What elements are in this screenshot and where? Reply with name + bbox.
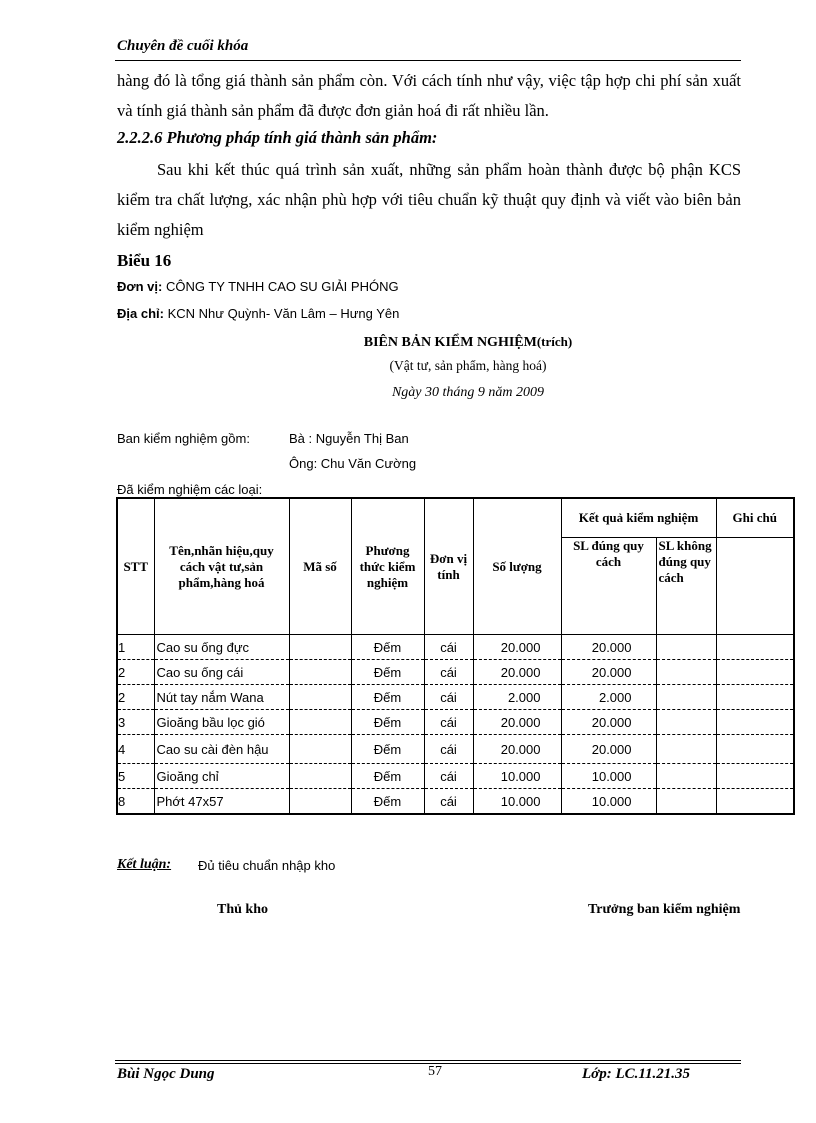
row-not-ok <box>656 789 716 815</box>
address-label: Địa chỉ: <box>117 306 164 321</box>
signature-storekeeper: Thủ kho <box>217 902 268 917</box>
footer-rule-1 <box>115 1060 741 1061</box>
board-member-1: Bà : Nguyễn Thị Ban <box>289 431 409 446</box>
row-code <box>289 660 351 685</box>
row-not-ok <box>656 735 716 764</box>
form-number: Biểu 16 <box>117 251 172 270</box>
row-ok: 20.000 <box>561 635 656 660</box>
row-unit: cái <box>424 635 473 660</box>
header-note: Ghi chú <box>716 498 794 538</box>
row-not-ok <box>656 710 716 735</box>
row-stt: 3 <box>117 710 154 735</box>
header-stt: STT <box>117 498 154 635</box>
row-method: Đếm <box>351 735 424 764</box>
header-code: Mã số <box>289 498 351 635</box>
unit-line <box>117 279 399 294</box>
row-code <box>289 685 351 710</box>
row-ok: 20.000 <box>561 735 656 764</box>
row-unit: cái <box>424 685 473 710</box>
row-code <box>289 735 351 764</box>
row-ok: 20.000 <box>561 710 656 735</box>
table-row <box>117 660 794 685</box>
row-code <box>289 764 351 789</box>
address-line <box>117 306 399 321</box>
row-code <box>289 635 351 660</box>
running-header: Chuyên đề cuối khóa <box>117 38 249 54</box>
form-date: Ngày 30 tháng 9 năm 2009 <box>391 385 545 400</box>
row-qty: 20.000 <box>473 710 561 735</box>
board-label: Ban kiểm nghiệm gồm: <box>117 431 250 446</box>
table-row <box>117 635 794 660</box>
row-name: Cao su ống đực <box>154 635 289 660</box>
row-name: Nút tay nắm Wana <box>154 685 289 710</box>
row-not-ok <box>656 764 716 789</box>
row-method: Đếm <box>351 635 424 660</box>
address-value: KCN Như Quỳnh- Văn Lâm – Hưng Yên <box>167 306 400 321</box>
row-method: Đếm <box>351 789 424 815</box>
row-unit: cái <box>424 710 473 735</box>
signature-board-head: Trưởng ban kiểm nghiệm <box>588 902 741 917</box>
row-qty: 10.000 <box>473 764 561 789</box>
form-subtitle: (Vật tư, sản phẩm, hàng hoá) <box>389 358 547 373</box>
row-note <box>716 685 794 710</box>
header-result: Kết quả kiểm nghiệm <box>561 498 716 538</box>
row-note <box>716 710 794 735</box>
row-code <box>289 789 351 815</box>
header-qty: Số lượng <box>473 498 561 635</box>
table-row <box>117 764 794 789</box>
inspection-table <box>116 497 795 815</box>
row-unit: cái <box>424 660 473 685</box>
row-not-ok <box>656 685 716 710</box>
row-note <box>716 789 794 815</box>
row-note <box>716 660 794 685</box>
header-note-sub <box>716 538 794 635</box>
row-qty: 20.000 <box>473 635 561 660</box>
unit-label: Đơn vị: <box>117 279 163 294</box>
row-method: Đếm <box>351 660 424 685</box>
conclusion-text: Đủ tiêu chuẩn nhập kho <box>198 858 336 873</box>
row-name: Gioăng chỉ <box>154 764 289 789</box>
row-code <box>289 710 351 735</box>
row-qty: 10.000 <box>473 789 561 815</box>
row-stt: 8 <box>117 789 154 815</box>
row-name: Cao su ống cái <box>154 660 289 685</box>
row-method: Đếm <box>351 710 424 735</box>
row-name: Phớt 47x57 <box>154 789 289 815</box>
intro-paragraph: hàng đó là tổng giá thành sản phẩm còn. Với cách tính như vậy, việc tập hợp chi phí sản xuất và tính giá thành sản phẩm đã được đơn giản hoá đi rất nhiều lần. <box>117 71 741 120</box>
unit-value: CÔNG TY TNHH CAO SU GIẢI PHÓNG <box>165 279 399 294</box>
row-ok: 10.000 <box>561 764 656 789</box>
row-note <box>716 764 794 789</box>
row-stt: 5 <box>117 764 154 789</box>
row-stt: 2 <box>117 660 154 685</box>
row-ok: 20.000 <box>561 660 656 685</box>
row-name: Cao su cài đèn hậu <box>154 735 289 764</box>
header-name: Tên,nhãn hiệu,quy cách vật tư,sản phẩm,hàng hoá <box>154 498 289 635</box>
row-stt: 4 <box>117 735 154 764</box>
row-qty: 20.000 <box>473 660 561 685</box>
row-ok: 10.000 <box>561 789 656 815</box>
row-name: Gioăng bầu lọc gió <box>154 710 289 735</box>
row-qty: 2.000 <box>473 685 561 710</box>
row-method: Đếm <box>351 685 424 710</box>
table-row <box>117 685 794 710</box>
row-note <box>716 635 794 660</box>
footer-author: Bùi Ngọc Dung <box>117 1066 215 1082</box>
row-qty: 20.000 <box>473 735 561 764</box>
row-note <box>716 735 794 764</box>
row-stt: 2 <box>117 685 154 710</box>
table-row <box>117 710 794 735</box>
row-stt: 1 <box>117 635 154 660</box>
footer-class: Lớp: LC.11.21.35 <box>582 1066 691 1082</box>
table-row <box>117 789 794 815</box>
row-not-ok <box>656 660 716 685</box>
header-ok: SL đúng quy cách <box>561 538 656 635</box>
row-method: Đếm <box>351 764 424 789</box>
board-member-2: Ông: Chu Văn Cường <box>289 456 417 471</box>
row-unit: cái <box>424 789 473 815</box>
conclusion-label: Kết luận: <box>117 857 172 872</box>
form-title: BIÊN BẢN KIỂM NGHIỆM(trích) <box>363 334 573 350</box>
header-unit: Đơn vị tính <box>424 498 473 635</box>
page-number: 57 <box>428 1064 442 1079</box>
header-not-ok: SL không đúng quy cách <box>656 538 716 635</box>
row-not-ok <box>656 635 716 660</box>
row-unit: cái <box>424 764 473 789</box>
table-row <box>117 735 794 764</box>
header-rule <box>115 60 741 61</box>
section-paragraph: Sau khi kết thúc quá trình sản xuất, những sản phẩm hoàn thành được bộ phận KCS kiểm tra chất lượng, xác nhận phù hợp với tiêu chuẩn kỹ thuật quy định và viết vào biên bản kiểm nghiệm <box>117 160 741 239</box>
section-heading: 2.2.2.6 Phương pháp tính giá thành sản phẩm: <box>117 128 438 147</box>
header-method: Phương thức kiểm nghiệm <box>351 498 424 635</box>
checked-label: Đã kiểm nghiệm các loại: <box>117 482 263 497</box>
row-ok: 2.000 <box>561 685 656 710</box>
row-unit: cái <box>424 735 473 764</box>
